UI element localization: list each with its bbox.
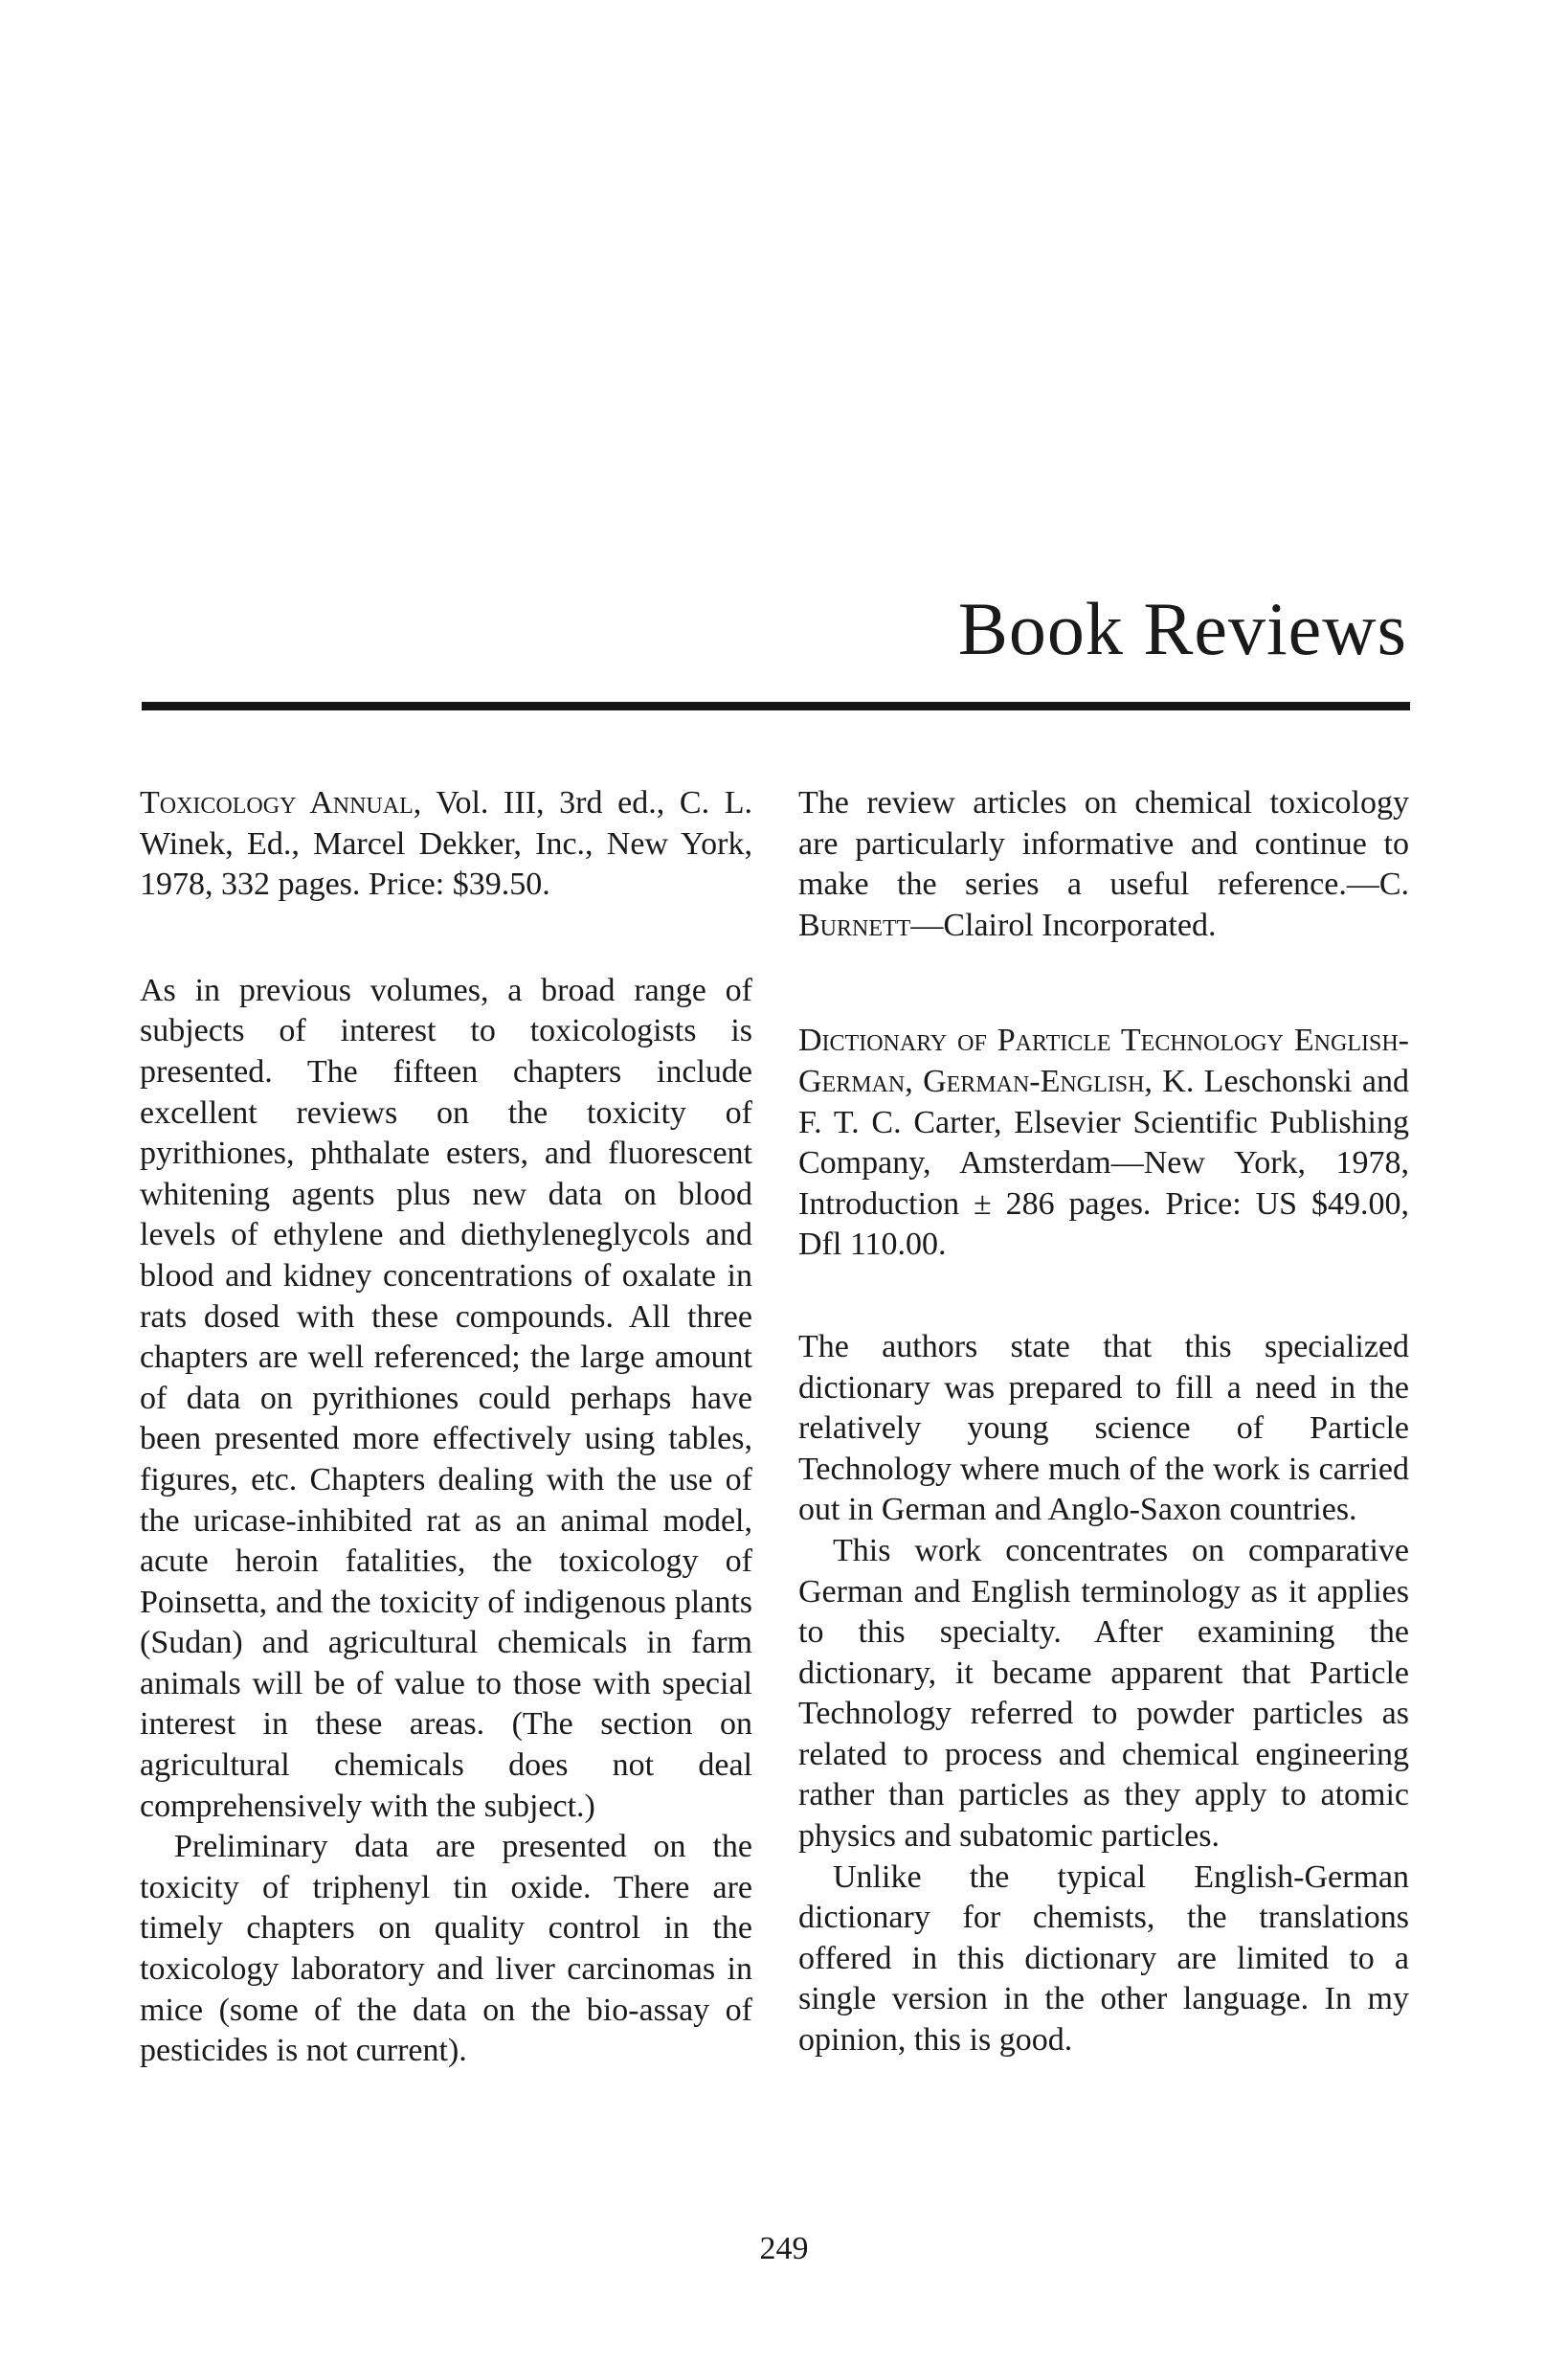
review-paragraph: As in previous volumes, a broad range of subjects of interest to toxicologists is presented. The fifteen chapters include excellent reviews on the toxicity of pyrithiones, phthalate esters, and fluorescent whitening agents plus new data on blood levels of ethylene and diethyleneglycols and blood and kidney concentrations of oxalate in rats dosed with these compounds. All three chapters are well referenced; the large amount of data on pyrithiones could perhaps have been presented more effectively using tables, figures, etc. Chapters dealing with the use of the uricase-inhibited rat as an animal model, acute heroin fatalities, the toxicology of Poinsetta, and the toxicity of indigenous plants (Sudan) and agricultural chemicals in farm animals will be of value to those with special interest in these areas. (The section on agricultural chemicals does not deal comprehensively with the subject.) [140, 972, 752, 1824]
book-title: Toxicology Annual, [140, 785, 422, 821]
section-title: Book Reviews [957, 587, 1407, 670]
book-citation-toxicology-annual [140, 783, 752, 906]
right-column [798, 783, 1409, 2061]
page-number: 249 [759, 2231, 809, 2266]
book-details: K. Leschonski and F. T. C. Carter, Elsevier Scientific Publishing Company, Amsterdam—New York, 1978, Introduction ± 286 pages. Price: US $49.00, Dfl 110.00. [798, 1063, 1409, 1263]
review-continuation [798, 783, 1409, 946]
review-paragraph: Preliminary data are presented on the toxicity of triphenyl tin oxide. There are timely chapters on quality control in the toxicology laboratory and liver carcinomas in mice (some of the data on the bio-assay of pesticides is not current). [140, 1829, 752, 2069]
review-paragraph: The authors state that this specialized dictionary was prepared to fill a need in the relatively young science of Particle Technology where much of the work is carried out in German and Anglo-Saxon countries. [798, 1328, 1409, 1528]
book-details: Vol. III, 3rd ed., C. L. Winek, Ed., Marcel Dekker, Inc., New York, 1978, 332 pages. Price: $39.50. [140, 785, 752, 903]
review-paragraph: This work concentrates on comparative German and English terminology as it applies to this specialty. After examining the dictionary, it became apparent that Particle Technology referred to powder particles as related to process and chemical engineering rather than particles as they apply to atomic physics and subatomic particles. [798, 1532, 1409, 1855]
review-paragraph: Unlike the typical English-German dictionary for chemists, the translations offered in this dictionary are limited to a single version in the other language. In my opinion, this is good. [798, 1858, 1409, 2059]
book-title: Dictionary of Particle Technology English-German, German-English, [798, 1023, 1409, 1099]
continuation-text: The review articles on chemical toxicology are particularly informative and continue to make the series a useful reference.—C. [798, 785, 1409, 903]
left-column [140, 783, 752, 2072]
reviewer-name: Burnett [798, 907, 911, 943]
book-citation-particle-dictionary [798, 1021, 1409, 1266]
heading-rule [142, 702, 1410, 710]
reviewer-affiliation: —Clairol Incorporated. [910, 907, 1217, 943]
